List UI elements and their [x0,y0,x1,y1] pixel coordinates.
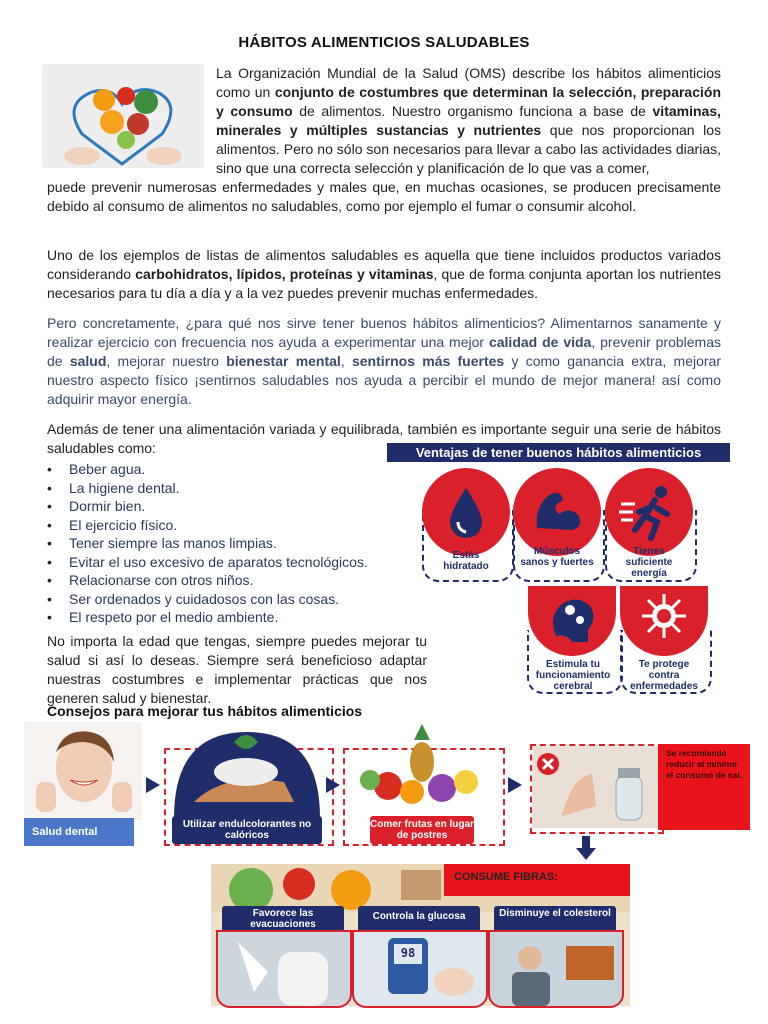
ventaja-label-2: Músculos sanos y fuertes [520,546,594,568]
habit-item: • Relacionarse con otros niños. [47,571,387,590]
dental-smile-image [24,722,142,820]
ventaja-label-3: Tienes suficiente energía [625,546,673,579]
arrow-right-icon [508,777,522,793]
sweetener-image [164,722,330,818]
salt-note-box [658,744,750,830]
arrow-right-icon [326,777,340,793]
habits-intro-paragraph: Además de tener una alimentación variada y equilibrada, también es importante seguir una serie de hábitos saludables como: [47,421,721,456]
fibra-label-3: Disminuye el colesterol [494,906,616,932]
text-run: y como ganancia extra, mejorar nuestro aspecto físico ¡sentirnos saludables nos ayuda a percibir el mundo de mejor manera! así como adquirir mayor energía. [47,353,722,407]
bold-phrase: bienestar mental [226,353,341,369]
virus-icon [620,586,708,656]
dental-label: Salud dental [24,818,134,846]
text-run: Pero concretamente, ¿para qué nos sirve tener buenos hábitos alimenticios? Alimentarnos sanamente y realizar ejercicio con frecuencia nos ayuda a experimentar una mejor [47,315,721,350]
fruits-image [348,722,496,818]
page-title: HÁBITOS ALIMENTICIOS SALUDABLES [238,34,530,51]
intro-paragraph [216,64,721,178]
glucometer-reading: 98 [400,946,416,960]
bold-phrase: sentirnos más fuertes [351,353,505,369]
arrow-down-icon [576,836,596,865]
text-run: La Organización Mundial de la Salud (OMS) describe los hábitos alimenticios como un [216,65,721,100]
arrow-right-icon [146,777,160,793]
fibras-title-box [444,864,630,896]
habit-item: • Evitar el uso excesivo de aparatos tecnológicos. [47,553,387,572]
benefits-paragraph [47,314,721,409]
habit-item: • Ser ordenados y cuidadosos con las cosas. [47,590,387,609]
text-run: , [340,353,352,369]
toilet-image [216,930,352,1008]
doctor-patient-image [488,930,624,1008]
carbohydrates-paragraph [47,246,721,303]
salt-shaker-image [532,746,658,828]
habit-item: • Beber agua. [47,460,387,479]
habit-item: • Dormir bien. [47,497,387,516]
text-run: , que de forma conjunta aportan los nutrientes necesarios para tu día a día y a la vez puedes prevenir muchas enfermedades. [47,266,722,301]
fibra-label-1: Favorece las evacuaciones [222,906,344,932]
running-person-icon [605,468,693,556]
habit-item: • Tener siempre las manos limpias. [47,534,387,553]
water-drop-icon [422,468,510,556]
healthy-food-heart-image [42,64,204,168]
closing-paragraph: No importa la edad que tengas, siempre puedes mejorar tu salud si así lo deseas. Siempre será beneficioso adaptar nuestras costumbres e implementar prácticas que nos generen salud y bienestar. [47,633,427,706]
text-run: , prevenir problemas de [47,334,721,369]
bold-phrase: carbohidratos, lípidos, proteínas y vitaminas [135,266,434,282]
text-run: que nos proporcionan los alimentos. Pero no sólo son necesarios para llevar a cabo las actividades diarias, sino que una correcta selección y planificación de lo que vas a comer, [216,122,722,176]
text-run: Uno de los ejemplos de listas de alimentos saludables es aquella que tiene incluidos productos variados considerando [47,247,721,282]
ventajas-title: Ventajas de tener buenos hábitos alimenticios [387,443,730,462]
fibra-label-2: Controla la glucosa [358,906,480,932]
habit-item: • La higiene dental. [47,479,387,498]
habits-list [47,460,387,627]
muscle-arm-icon [513,468,601,556]
fruits-label: Comer frutas en lugar de postres [370,816,474,844]
glucometer-image [352,930,488,1008]
ventaja-label-1: Estás hidratado [443,550,489,572]
bold-phrase: calidad de vida [488,334,592,350]
habit-item: • El respeto por el medio ambiente. [47,608,387,627]
salt-note: Se recomienda reducir al mínimo el consumo de sal. [666,748,743,780]
text-run: de alimentos. Nuestro organismo funciona a base de [292,103,653,119]
brain-gears-icon [528,586,616,656]
fibras-title: CONSUME FIBRAS: [454,871,558,883]
habit-item: • El ejercicio físico. [47,516,387,535]
text-run: , mejorar nuestro [106,353,227,369]
intro-paragraph-continuation: puede prevenir numerosas enfermedades y males que, en muchas ocasiones, se producen precisamente debido al consumo de alimentos no saludables, como por ejemplo el fumar o consumir alcohol. [47,179,721,214]
bold-phrase: vitaminas, minerales y múltiples sustancias y nutrientes [216,103,721,138]
bold-phrase: conjunto de costumbres que determinan la selección, preparación y consumo [216,84,721,119]
sweetener-label: Utilizar endulcolorantes no calóricos [172,816,322,844]
consejos-title: Consejos para mejorar tus hábitos alimenticios [47,703,363,719]
ventaja-label-5: Te protege contra enfermedades [630,659,698,692]
bold-phrase: salud [69,353,107,369]
ventaja-label-4: Estimula tu funcionamiento cerebral [535,659,611,692]
